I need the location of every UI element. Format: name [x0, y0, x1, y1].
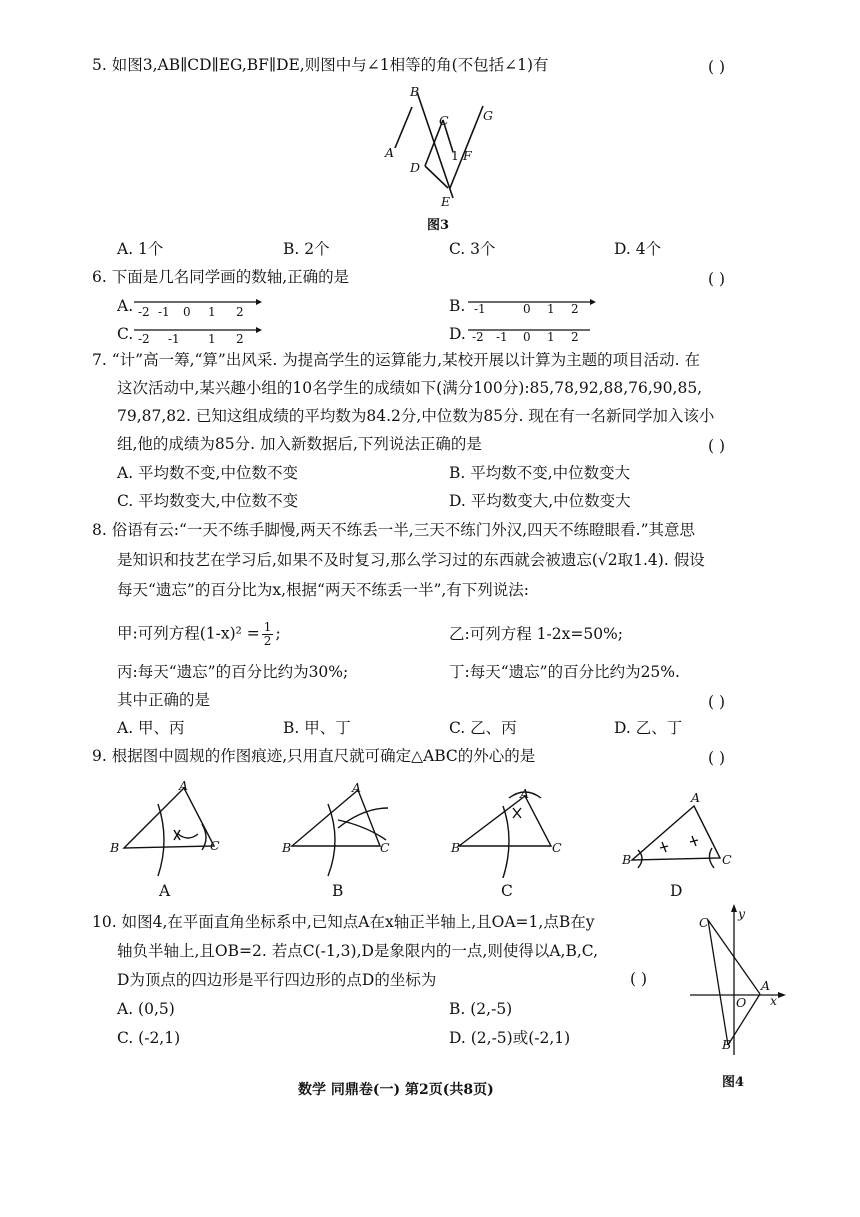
q9-b-vertex-A: A — [352, 780, 362, 795]
q8-line-3: 每天“遗忘”的百分比为x,根据“两天不练丢一半”,有下列说法: — [117, 581, 530, 599]
q10-label-C: C — [699, 915, 709, 930]
q8-jia-fraction — [262, 621, 274, 648]
q5-label-D: D — [410, 160, 421, 175]
q5-fig-caption: 图3 — [427, 218, 450, 233]
q8-option-c: C. 乙、丙 — [449, 719, 517, 737]
q5-label-C: C — [439, 113, 449, 128]
q5-label-E: E — [441, 194, 451, 209]
q6-answer-paren: ( ) — [708, 270, 726, 288]
q9-a-vertex-C: C — [210, 838, 220, 853]
q10-option-d: D. (2,-5)或(-2,1) — [449, 1029, 571, 1047]
q6-axis-a — [132, 292, 262, 306]
q7-line-2: 这次活动中,某兴趣小组的10名学生的成绩如下(满分100分):85,78,92,88,76,90,85, — [117, 379, 703, 397]
q9-choice-a: A — [159, 882, 171, 900]
q6-letter-a: A. — [117, 297, 134, 315]
q10-line-2: 轴负半轴上,且OB=2. 若点C(-1,3),D是象限内的一点,则使得以A,B,C, — [117, 942, 599, 960]
q6-c-tick-1: -1 — [168, 332, 180, 346]
q10-fig-caption: 图4 — [722, 1075, 745, 1090]
q9-d-vertex-A: A — [691, 790, 701, 805]
q6-c-tick-0: -2 — [138, 332, 150, 346]
q6-d-tick-0: -2 — [472, 330, 484, 344]
q9-a-vertex-A: A — [179, 778, 189, 793]
q7-option-a: A. 平均数不变,中位数不变 — [117, 464, 298, 482]
q9-a-vertex-B: B — [110, 840, 120, 855]
q8-statement-jia — [117, 621, 281, 648]
q9-choice-d: D — [670, 882, 683, 900]
q5-option-b: B. 2个 — [283, 240, 330, 258]
q10-answer-paren: ( ) — [630, 970, 648, 988]
q5-label-B: B — [410, 84, 420, 99]
q10-option-c: C. (-2,1) — [117, 1029, 181, 1047]
q6-c-tick-2: 1 — [208, 332, 216, 346]
q9-figure-b — [288, 778, 398, 878]
q9-choice-b: B — [332, 882, 344, 900]
q10-option-b: B. (2,-5) — [449, 1000, 513, 1018]
q8-jia-text: 甲:可列方程(1-x)² = — [117, 624, 260, 643]
q7-option-d: D. 平均数变大,中位数变大 — [449, 492, 631, 510]
q7-answer-paren: ( ) — [708, 437, 726, 455]
q8-statement-bing: 丙:每天“遗忘”的百分比约为30%; — [117, 663, 349, 681]
q8-option-b: B. 甲、丁 — [283, 719, 351, 737]
q10-line-1: 10. 如图4,在平面直角坐标系中,已知点A在x轴正半轴上,且OA=1,点B在y — [92, 913, 595, 931]
q10-label-y: y — [738, 906, 746, 921]
q9-figure-a — [118, 778, 228, 878]
q8-which: 其中正确的是 — [117, 691, 211, 709]
q6-c-tick-3: 2 — [236, 332, 244, 346]
q9-c-vertex-A: A — [520, 786, 530, 801]
q10-label-A: A — [761, 978, 771, 993]
q5-option-a: A. 1个 — [117, 240, 164, 258]
q8-statement-ding: 丁:每天“遗忘”的百分比约为25%. — [449, 663, 680, 681]
q6-a-tick-2: 0 — [183, 305, 191, 319]
q9-figure-d — [622, 788, 732, 878]
q6-b-tick-1: 0 — [523, 302, 531, 316]
q6-b-tick-3: 2 — [571, 302, 579, 316]
q5-option-d: D. 4个 — [614, 240, 662, 258]
q8-jia-end: ; — [275, 624, 281, 643]
q9-choice-c: C — [501, 882, 513, 900]
q6-letter-c: C. — [117, 325, 134, 343]
q9-figure-c — [455, 778, 565, 878]
q7-line-3: 79,87,82. 已知这组成绩的平均数为84.2分,中位数为85分. 现在有一名新同学加入该小 — [117, 407, 715, 425]
q9-b-vertex-C: C — [380, 840, 390, 855]
q7-option-b: B. 平均数不变,中位数变大 — [449, 464, 631, 482]
q7-line-1: 7. “计”高一筹,“算”出风采. 为提高学生的运算能力,某校开展以计算为主题的项目活动. 在 — [92, 351, 700, 369]
q10-label-B: B — [722, 1037, 732, 1052]
q10-line-3: D为顶点的四边形是平行四边形的点D的坐标为 — [117, 971, 437, 989]
q7-option-c: C. 平均数变大,中位数不变 — [117, 492, 299, 510]
q6-b-tick-0: -1 — [474, 302, 486, 316]
q5-option-c: C. 3个 — [449, 240, 496, 258]
q10-label-O: O — [736, 995, 747, 1010]
q7-line-4: 组,他的成绩为85分. 加入新数据后,下列说法正确的是 — [117, 435, 482, 453]
q8-jia-denominator: 2 — [263, 634, 272, 649]
q9-stem: 9. 根据图中圆规的作图痕迹,只用直尺就可确定△ABC的外心的是 — [92, 747, 536, 765]
q10-label-x: x — [770, 993, 778, 1008]
q6-d-tick-4: 2 — [571, 330, 579, 344]
q5-label-A: A — [385, 145, 395, 160]
q8-option-d: D. 乙、丁 — [614, 719, 683, 737]
q8-line-2: 是知识和技艺在学习后,如果不及时复习,那么学习过的东西就会被遗忘(√2取1.4). 假设 — [117, 551, 705, 569]
q6-letter-d: D. — [449, 325, 466, 343]
q6-d-tick-2: 0 — [523, 330, 531, 344]
page-footer: 数学 同鼎卷(一) 第2页(共8页) — [298, 1082, 494, 1098]
q6-a-tick-0: -2 — [138, 305, 150, 319]
q8-jia-numerator: 1 — [263, 620, 272, 634]
q8-statement-yi: 乙:可列方程 1-2x=50%; — [449, 625, 624, 643]
q6-letter-b: B. — [449, 297, 466, 315]
q8-answer-paren: ( ) — [708, 693, 726, 711]
q6-a-tick-1: -1 — [158, 305, 170, 319]
q6-b-tick-2: 1 — [547, 302, 555, 316]
q9-d-vertex-B: B — [622, 852, 632, 867]
q8-option-a: A. 甲、丙 — [117, 719, 185, 737]
q6-a-tick-4: 2 — [236, 305, 244, 319]
q5-answer-paren: ( ) — [708, 58, 726, 76]
q5-label-G: G — [483, 108, 493, 123]
q6-a-tick-3: 1 — [208, 305, 216, 319]
q9-c-vertex-C: C — [552, 840, 562, 855]
q6-stem: 6. 下面是几名同学画的数轴,正确的是 — [92, 268, 350, 286]
q8-line-1: 8. 俗语有云:“一天不练手脚慢,两天不练丢一半,三天不练门外汉,四天不练瞪眼看.”其意思 — [92, 521, 695, 539]
q6-d-tick-1: -1 — [496, 330, 508, 344]
q9-c-vertex-B: B — [451, 840, 461, 855]
q6-d-tick-3: 1 — [547, 330, 555, 344]
q10-option-a: A. (0,5) — [117, 1000, 175, 1018]
q5-label-1: 1 — [451, 148, 459, 163]
q5-stem: 5. 如图3,AB∥CD∥EG,BF∥DE,则图中与∠1相等的角(不包括∠1)有 — [92, 56, 549, 74]
q5-label-F: F — [463, 148, 472, 163]
q9-answer-paren: ( ) — [708, 749, 726, 767]
q9-d-vertex-C: C — [722, 852, 732, 867]
q9-b-vertex-B: B — [282, 840, 292, 855]
